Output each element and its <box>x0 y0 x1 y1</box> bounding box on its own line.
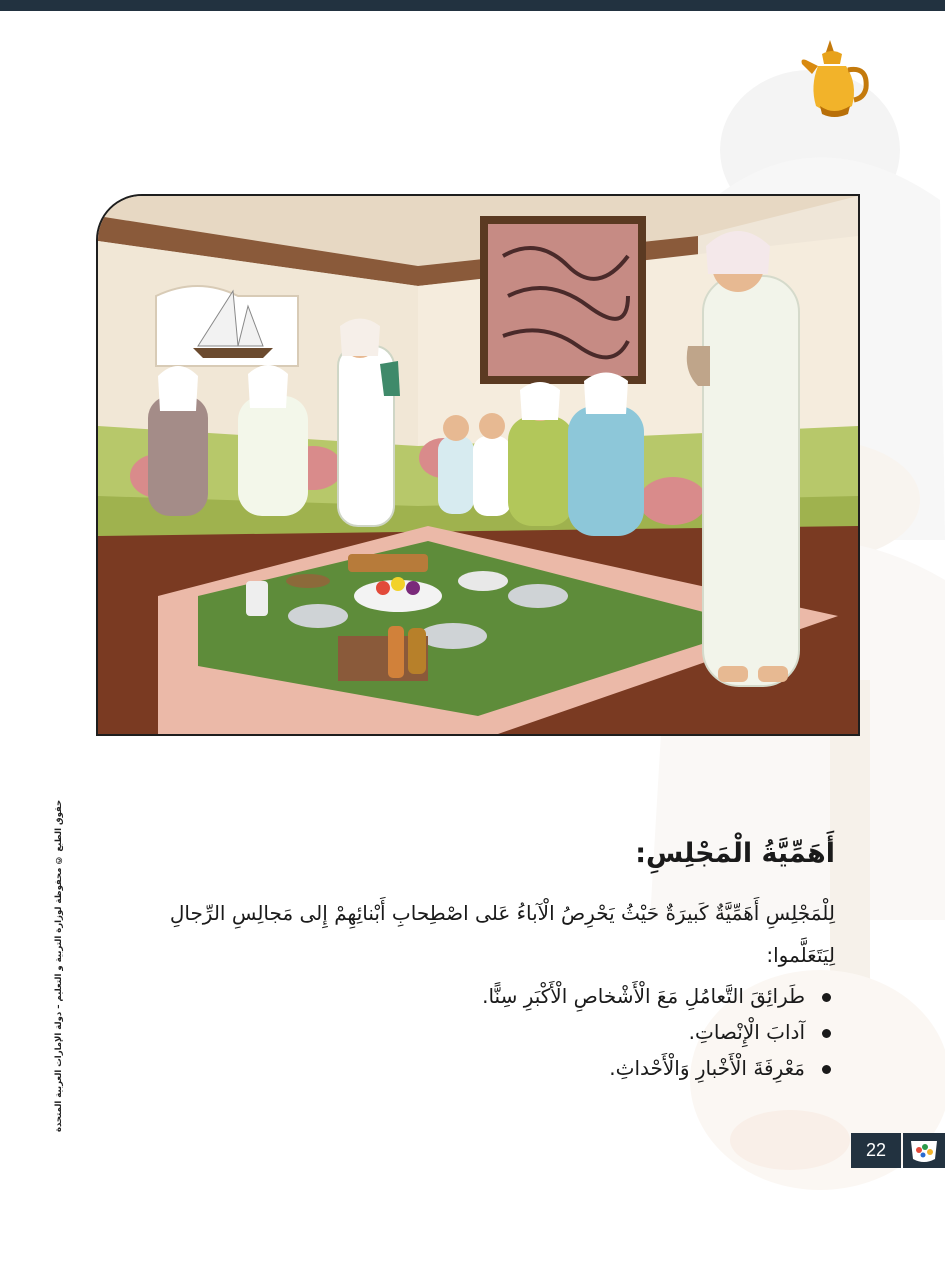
section-heading: أَهَمِّيَّةُ الْمَجْلِسِ: <box>635 838 835 869</box>
bullet-dot-icon <box>822 1029 831 1038</box>
bullet-list <box>135 978 835 1086</box>
list-item-text: آدابَ الْإِنْصاتِ. <box>688 1020 805 1044</box>
top-bar <box>0 0 945 11</box>
majlis-illustration <box>96 194 860 736</box>
ministry-logo-icon <box>903 1133 945 1168</box>
page-number: 22 <box>851 1133 901 1168</box>
list-item <box>135 1014 835 1050</box>
list-item-text: مَعْرِفَةَ الْأَخْبارِ وَالْأَحْداثِ. <box>609 1056 805 1080</box>
list-item <box>135 978 835 1014</box>
copyright-note: حقوق الطبع © محفوظة لوزارة التربية و التعليم – دولة الإمارات العربية المتحدة <box>54 800 64 1133</box>
list-item-text: طَرائِقَ التَّعامُلِ مَعَ الْأَشْخاصِ الْأَكْبَرِ سِنًّا. <box>482 984 805 1008</box>
bullet-dot-icon <box>822 1065 831 1074</box>
bullet-dot-icon <box>822 993 831 1002</box>
list-item <box>135 1050 835 1086</box>
intro-paragraph: لِلْمَجْلِسِ أَهَمِّيَّةٌ كَبيرَةٌ حَيْثُ يَحْرِصُ الْآباءُ عَلى اصْطِحابِ أَبْنائِهِمْ إِلى مَجالِسِ الرِّجالِ لِيَتَعَلَّموا: <box>169 901 835 967</box>
dallah-coffee-pot-icon <box>796 36 874 120</box>
